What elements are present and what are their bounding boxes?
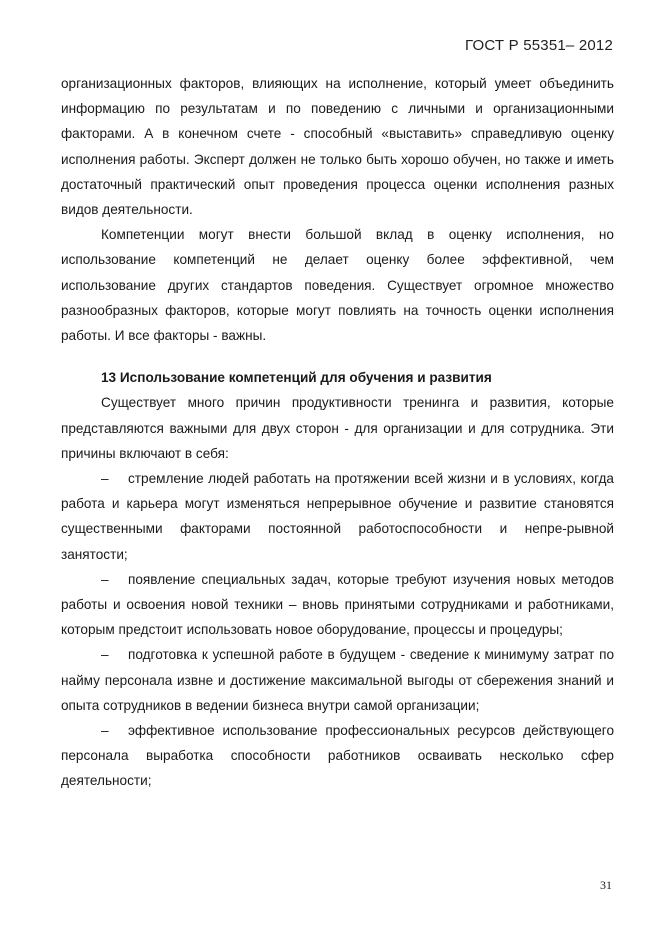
list-item-text: появление специальных задач, которые требуют изучения новых методов работы и освоения новой техники – вновь принятыми сотрудниками и работниками, которым предстоит использовать новое оборудование, процессы и процедуры;	[61, 571, 614, 638]
list-dash: –	[101, 471, 109, 487]
section-intro: Существует много причин продуктивности тренинга и развития, которые представляются важными для двух сторон - для организации и для сотрудника. Эти причины включают в себя:	[61, 395, 614, 461]
document-body	[61, 71, 614, 794]
paragraph-continuation: организационных факторов, влияющих на исполнение, который умеет объединить информацию по результатам и по поведению с личными и организационными факторами. А в конечном счете - способный «выставить» справедливую оценку исполнения работы. Эксперт должен не только быть хорошо обучен, но также и иметь достаточный практический опыт проведения процесса оценки исполнения разных видов деятельности.	[61, 76, 614, 218]
list-dash: –	[101, 571, 109, 587]
section-heading: 13 Использование компетенций для обучения и развития	[101, 370, 492, 386]
list-item	[61, 567, 614, 643]
paragraph-competencies: Компетенции могут внести большой вклад в оценку исполнения, но использование компетенций не делает оценку более эффективной, чем использование других стандартов поведения. Существует огромное множество разнообразных факторов, которые могут повлиять на точность оценки исполнения работы. И все факторы - важны.	[61, 227, 614, 344]
list-item-text: подготовка к успешной работе в будущем - сведение к минимуму затрат по найму персонала извне и достижение максимальной выгоды от сбережения знаний и опыта сотрудников в ведении бизнеса внутри самой организации;	[61, 647, 614, 713]
document-standard-code: ГОСТ Р 55351– 2012	[465, 37, 613, 54]
page-number: 31	[600, 878, 612, 892]
list-dash: –	[101, 723, 109, 739]
list-item-text: эффективное использование профессиональных ресурсов действующего персонала выработка способности работников осваивать несколько сфер деятельности;	[61, 723, 614, 789]
list-item	[61, 718, 614, 794]
list-item-text: стремление людей работать на протяжении всей жизни и в условиях, когда работа и карьера могут изменяться непрерывное обучение и развитие становятся существенными факторами постоянной работоспособности и непре-рывной занятости;	[61, 471, 614, 562]
list-item	[61, 642, 614, 718]
list-item	[61, 466, 614, 567]
list-dash: –	[101, 647, 109, 663]
